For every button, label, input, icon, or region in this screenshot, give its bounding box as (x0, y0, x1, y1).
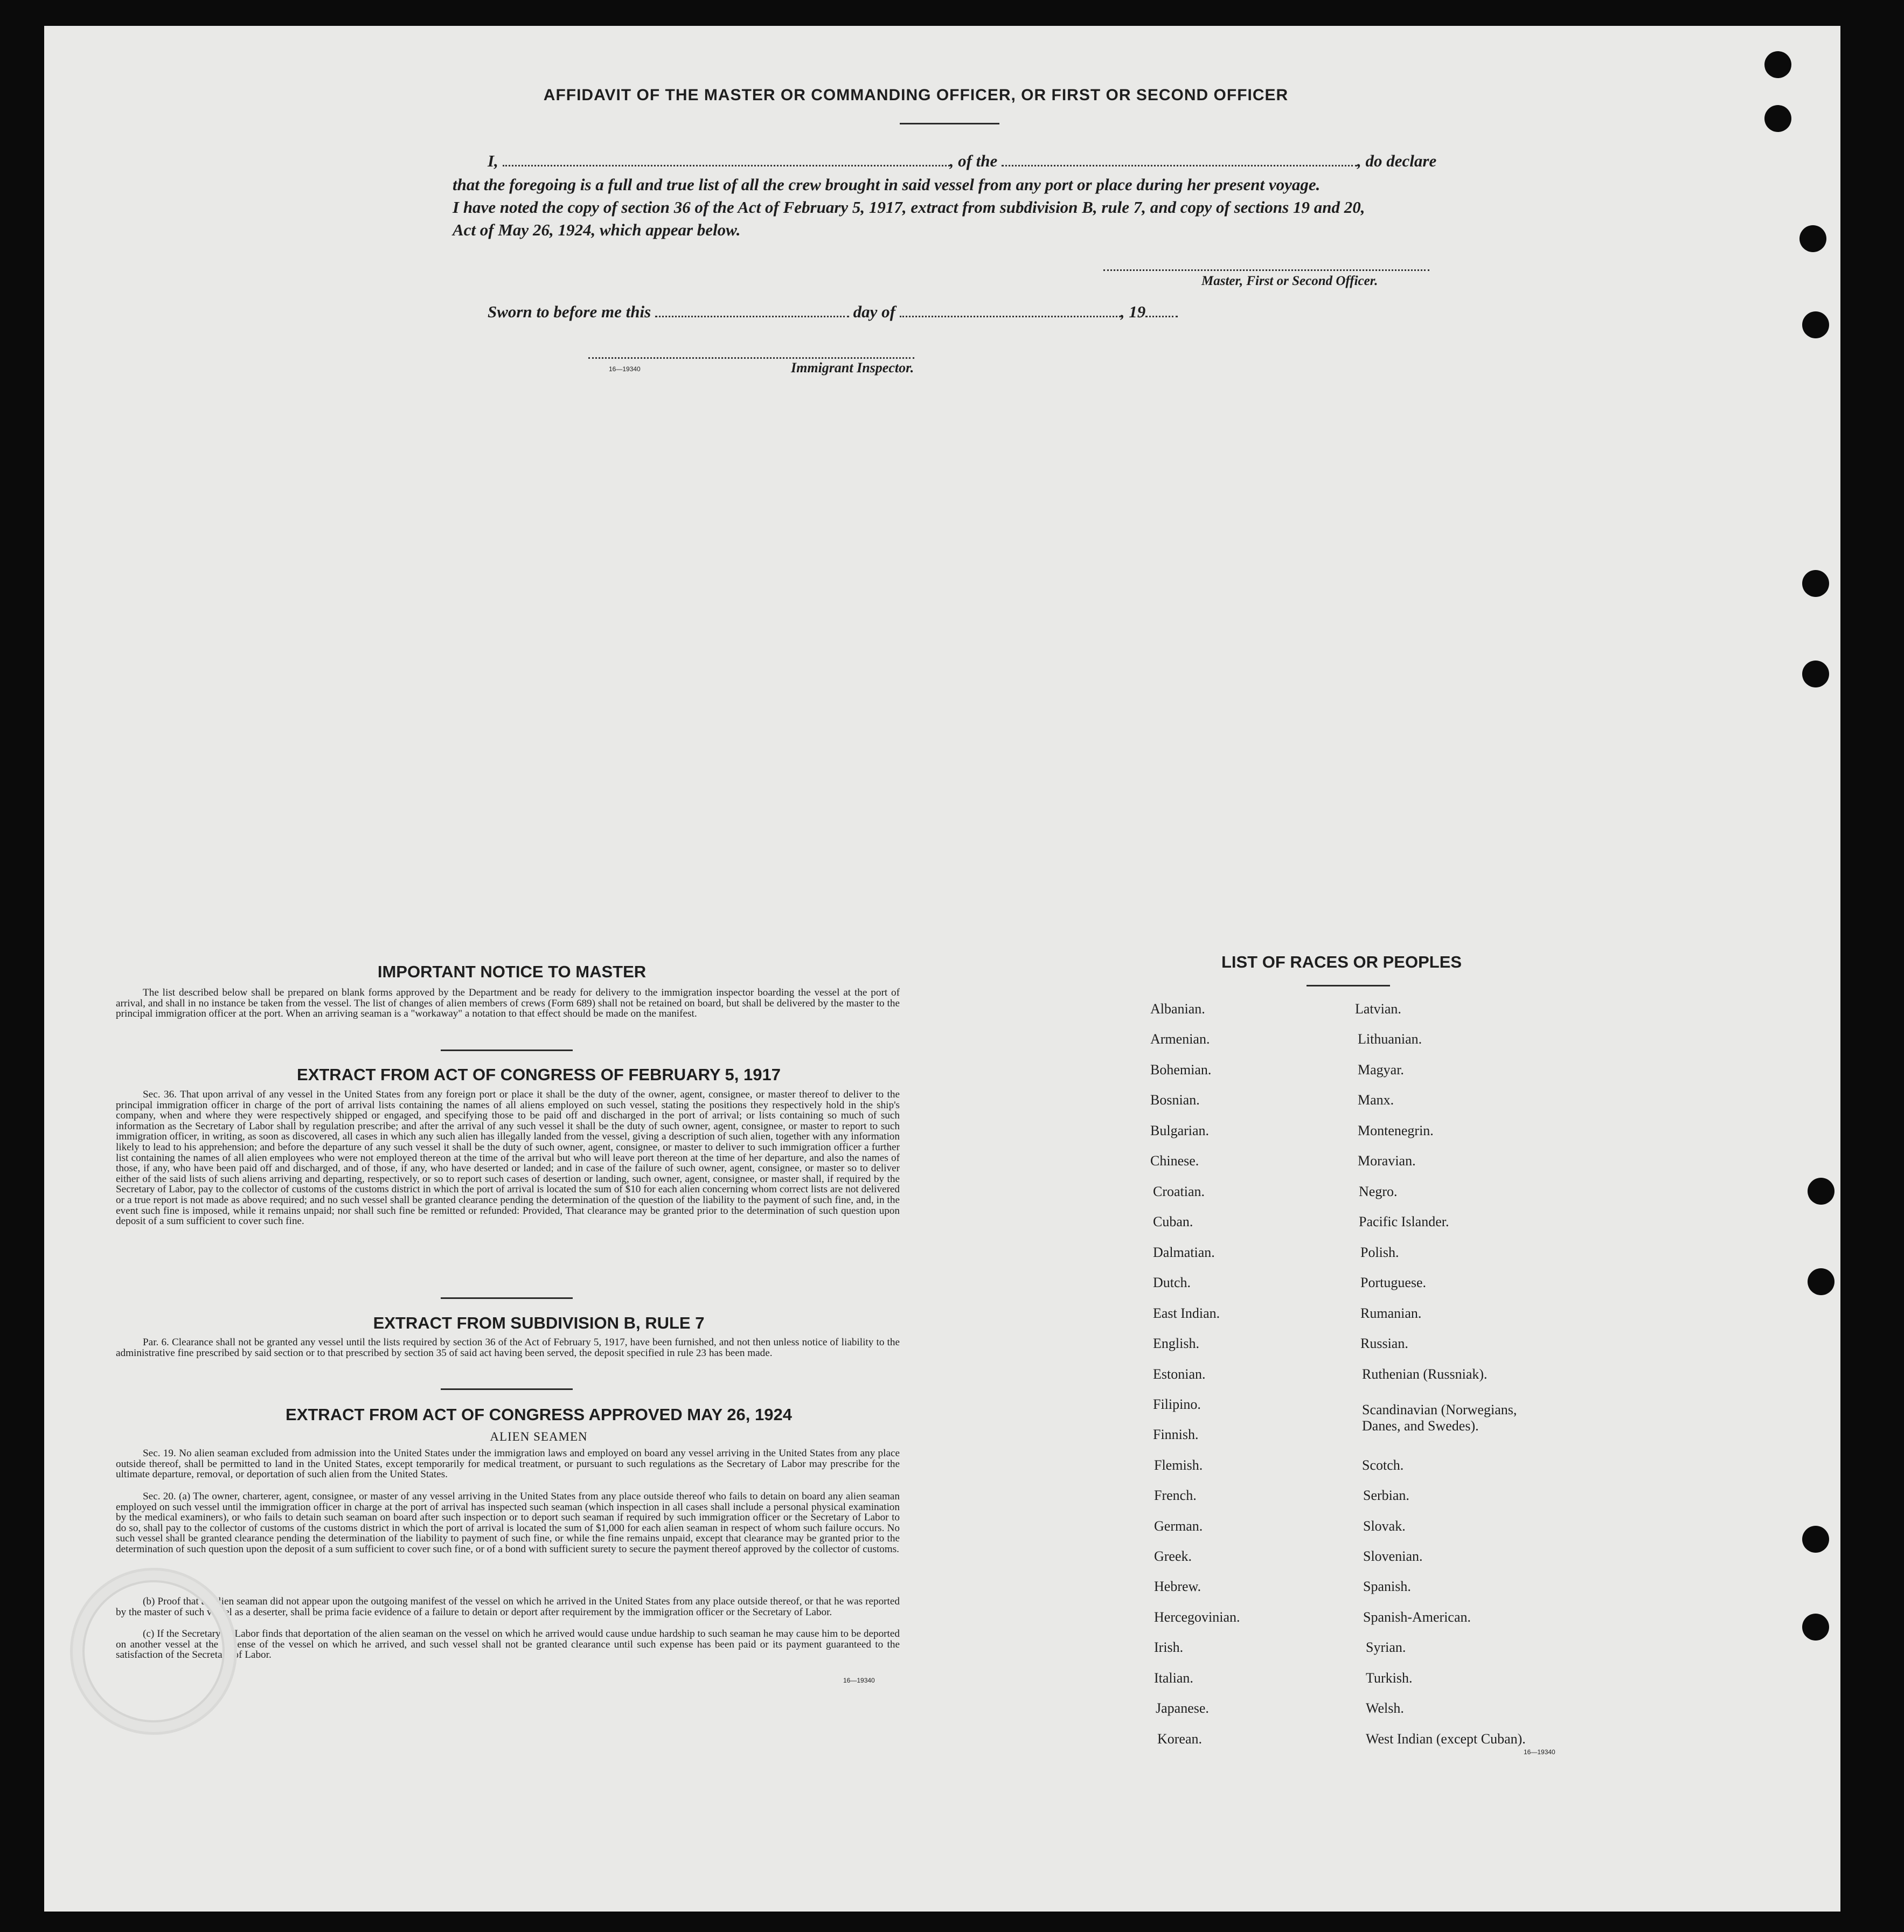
race-item: Slovenian. (1363, 1548, 1423, 1564)
punch-hole (1802, 1526, 1829, 1553)
race-item: Armenian. (1150, 1031, 1210, 1047)
races-title: LIST OF RACES OR PEOPLES (1221, 953, 1462, 971)
race-item: West Indian (except Cuban). (1366, 1731, 1526, 1747)
race-item: Croatian. (1153, 1184, 1205, 1199)
sworn-day-label: day of (853, 302, 895, 321)
race-item: Dutch. (1153, 1275, 1191, 1290)
signature-label: Master, First or Second Officer. (1201, 274, 1378, 288)
sec19-text: Sec. 19. No alien seaman excluded from admission into the United States under the immigration laws and employed on board any vessel arriving in the United States from any place outside thereof, shall be permitted to land in the United States, except temporarily for medical treatment, or pursuant to such regulations as the Secretary of Labor may prescribe for the ultimate departure, removal, or deportation of such alien from the United States. (116, 1448, 900, 1481)
race-item: Serbian. (1363, 1488, 1409, 1503)
embossed-seal (70, 1568, 237, 1735)
race-item: Hercegovinian. (1154, 1609, 1240, 1625)
race-item: Russian. (1360, 1336, 1408, 1351)
sworn-year-field[interactable] (1145, 315, 1178, 317)
sworn-month-field[interactable] (900, 315, 1121, 317)
race-item: Portuguese. (1360, 1275, 1427, 1290)
inspector-label: Immigrant Inspector. (791, 360, 914, 376)
race-item: Dalmatian. (1153, 1245, 1215, 1260)
race-item: Irish. (1154, 1639, 1184, 1655)
race-item: Latvian. (1355, 1001, 1401, 1017)
race-item: Polish. (1360, 1245, 1399, 1260)
race-item: Bosnian. (1150, 1092, 1200, 1108)
punch-hole (1764, 105, 1791, 132)
race-item: Welsh. (1366, 1700, 1404, 1716)
race-item: Scandinavian (Norwegians, (1362, 1402, 1517, 1417)
alien-seamen-heading: ALIEN SEAMEN (490, 1430, 588, 1443)
notice-text: The list described below shall be prepared on blank forms approved by the Department and be ready for delivery to the immigration inspector boarding the vessel at the port of arrival, and shall in no instance be taken from the vessel. The list of changes of alien members of crews (Form 689) shall not be retained on board, but shall be delivered by the master to the principal immigration officer at the port. When an arriving seaman is a "workaway" a notation to that effect should be made on the manifest. (116, 987, 900, 1020)
extract-1924-title: EXTRACT FROM ACT OF CONGRESS APPROVED MAY 26, 1924 (286, 1405, 792, 1424)
punch-hole (1802, 661, 1829, 687)
race-item: Finnish. (1153, 1427, 1199, 1442)
race-item: Ruthenian (Russniak). (1362, 1366, 1488, 1382)
declaration-of: , of the (949, 151, 998, 170)
punch-hole (1764, 51, 1791, 78)
vessel-name-field[interactable] (1002, 164, 1357, 166)
race-item: Korean. (1157, 1731, 1203, 1747)
race-item: Bulgarian. (1150, 1123, 1210, 1138)
race-item: English. (1153, 1336, 1199, 1351)
sec20a-text: Sec. 20. (a) The owner, charterer, agent, consignee, or master of any vessel arriving in the United States from any place outside thereof who fails to detain on board any alien seaman employed on such vessel until the immigration officer in charge at the port of arrival has inspected such seaman (which inspection in all cases shall include a personal physical examination by the medical examiners), or who fails to detain such seaman on board after such inspection or to deport such seaman if required by such immigration officer or the Secretary of Labor to do so, shall pay to the collector of customs of the customs district in which the port of arrival is located the sum of $1,000 for each alien seaman in respect of whom such failure occurs. No such vessel shall be granted clearance pending the determination of the liability to payment of such fine, or while the fine remains unpaid, except that clearance may be granted prior to the determination of such question upon the deposit of a sum sufficient to cover such fine, or of a bond with sufficient surety to secure the payment thereof approved by the collector of customs. (116, 1491, 900, 1555)
race-item: East Indian. (1153, 1305, 1220, 1321)
race-scandinavian-cont: Danes, and Swedes). (1362, 1418, 1479, 1434)
race-item: Bohemian. (1150, 1062, 1212, 1078)
race-item: Magyar. (1358, 1062, 1404, 1078)
races-rule (1307, 985, 1390, 986)
declaration-declare: , do declare (1357, 151, 1437, 170)
race-item: Albanian. (1150, 1001, 1205, 1017)
punch-hole (1802, 311, 1829, 338)
sworn-line (488, 301, 1242, 323)
race-item: German. (1154, 1518, 1203, 1534)
race-item: Spanish. (1363, 1579, 1411, 1594)
sworn-date-field[interactable] (655, 315, 849, 317)
inspector-signature-line[interactable] (588, 357, 914, 359)
race-item: Scotch. (1362, 1457, 1404, 1473)
rule7-title: EXTRACT FROM SUBDIVISION B, RULE 7 (373, 1314, 705, 1332)
extract-1917-rule (441, 1297, 573, 1299)
race-item: Greek. (1154, 1548, 1192, 1564)
sec20b-text: (b) Proof that an alien seaman did not appear upon the outgoing manifest of the vessel on which he arrived in the United States from any place outside thereof, or that he was reported by the master of such vessel as a deserter, shall be prima facie evidence of a failure to detain or deport after requirement by the immigration officer or the Secretary of Labor. (116, 1596, 900, 1618)
race-item: Chinese. (1150, 1153, 1199, 1169)
rule7-text: Par. 6. Clearance shall not be granted any vessel until the lists required by section 36 of the Act of February 5, 1917, have been furnished, and not then unless notice of liability to the administrative fine prescribed by said section or to that prescribed by section 35 of said act having been served, the deposit specified in rule 23 has been made. (116, 1337, 900, 1359)
race-item: Italian. (1154, 1670, 1193, 1686)
extract-1917-title: EXTRACT FROM ACT OF CONGRESS OF FEBRUARY 5, 1917 (297, 1065, 781, 1084)
sworn-prefix: Sworn to before me this (488, 302, 651, 321)
declaration-line-1 (488, 150, 1468, 172)
race-item: Pacific Islander. (1359, 1214, 1449, 1229)
race-item: Slovak. (1363, 1518, 1406, 1534)
race-item: French. (1154, 1488, 1197, 1503)
form-number-races: 16—19340 (1524, 1748, 1555, 1756)
punch-hole (1808, 1178, 1834, 1205)
punch-hole (1799, 225, 1826, 252)
affidavit-title: AFFIDAVIT OF THE MASTER OR COMMANDING OFFICER, OR FIRST OR SECOND OFFICER (543, 86, 1289, 104)
race-item: Spanish-American. (1363, 1609, 1471, 1625)
extract-1917-text: Sec. 36. That upon arrival of any vessel in the United States from any foreign port or place it shall be the duty of the owner, agent, consignee, or master thereof to deliver to the principal immigration officer in charge of the port of arrival lists containing the names of all aliens employed on such vessel, stating the positions they respectively hold in the ship's company, when and where they were respectively shipped or engaged, and specifying those to be paid off and discharged in the port of arrival; or lists containing so much of such information as the Secretary of Labor shall by regulation prescribe; and after the arrival of any such vessel it shall be the duty of such owner, agent, consignee, or master to report to such immigration officer, in writing, as soon as discovered, all cases in which any such alien has illegally landed from the vessel, giving a description of such alien, together with any information likely to lead to his apprehension; and before the departure of any such vessel it shall be the duty of such owner, agent, consignee, or master to deliver to such immigration officer a further list containing the names of all alien employees who were not employed thereon at the time of the arrival but who will leave port thereon at the time of her departure, and also the names of those, if any, who have been paid off and discharged, and of those, if any, who have deserted or landed; and in case of the failure of such owner, agent, consignee, or master so to deliver either of the said lists of such aliens arriving and departing, respectively, or so to report such cases of desertion or landing, such owner, agent, consignee, or master shall, if required by the Secretary of Labor, pay to the collector of customs of the customs district in which the port of arrival is located the sum of $10 for each alien concerning whom correct lists are not delivered or a true report is not made as above required; and no such vessel shall be granted clearance pending the determination of the question of the liability to the payment of such fine, and, in the event such fine is imposed, while it remains unpaid; nor shall such fine be remitted or refunded: Provided, That clearance may be granted prior to the determination of such question upon deposit of a sum sufficient to cover such fine. (116, 1089, 900, 1227)
notice-rule (441, 1050, 573, 1051)
sec20c-text: (c) If the Secretary of Labor finds that deportation of the alien seaman on the vessel on which he arrived would cause undue hardship to such seaman he may cause him to be deported on another vessel at the expense of the vessel on which he arrived, and such vessel shall not be granted clearance until such expense has been paid or its payment guaranteed to the satisfaction of the Secretary of Labor. (116, 1628, 900, 1661)
race-item: Lithuanian. (1358, 1031, 1422, 1047)
race-item: Moravian. (1358, 1153, 1416, 1169)
race-item: Rumanian. (1360, 1305, 1422, 1321)
sworn-year-label: , 19 (1120, 302, 1146, 321)
race-item: Filipino. (1153, 1396, 1201, 1412)
punch-hole (1808, 1268, 1834, 1295)
declaration-line-2: that the foregoing is a full and true list of all the crew brought in said vessel from any port or place during her present voyage. (453, 175, 1321, 194)
punch-hole (1802, 570, 1829, 597)
race-item: Estonian. (1153, 1366, 1206, 1382)
race-item: Japanese. (1156, 1700, 1209, 1716)
race-item: Syrian. (1366, 1639, 1406, 1655)
race-item: Flemish. (1154, 1457, 1203, 1473)
race-item: Turkish. (1366, 1670, 1413, 1686)
declaration-line-4: Act of May 26, 1924, which appear below. (453, 220, 741, 239)
form-number-bottom-left: 16—19340 (843, 1677, 875, 1684)
notice-title: IMPORTANT NOTICE TO MASTER (377, 962, 647, 981)
form-number-top: 16—19340 (609, 365, 641, 373)
rule7-rule (441, 1388, 573, 1390)
race-item: Cuban. (1153, 1214, 1193, 1229)
race-item: Negro. (1359, 1184, 1398, 1199)
race-item: Manx. (1358, 1092, 1394, 1108)
declaration-line-3: I have noted the copy of section 36 of the Act of February 5, 1917, extract from subdivision B, rule 7, and copy of sections 19 and 20, (453, 198, 1365, 217)
master-name-field[interactable] (503, 164, 950, 166)
title-rule (900, 123, 999, 124)
race-item: Hebrew. (1154, 1579, 1201, 1594)
signature-line[interactable] (1103, 269, 1429, 271)
punch-hole (1802, 1614, 1829, 1641)
declaration-i: I, (488, 151, 498, 170)
race-item: Montenegrin. (1358, 1123, 1434, 1138)
